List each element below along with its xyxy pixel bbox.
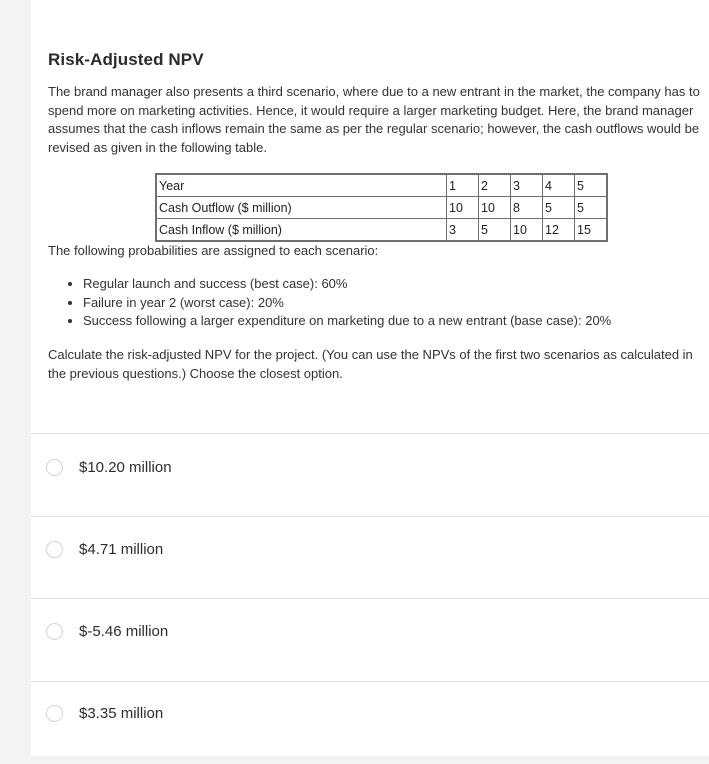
table-cell: 15 [575,219,608,242]
table-cell: 12 [543,219,575,242]
answer-option-label: $4.71 million [79,541,164,558]
table-cell: 5 [575,174,608,197]
table-row-cash-inflow [156,219,607,242]
question-intro: The brand manager also presents a third scenario, where due to a new entrant in the market, the company has to spend more on marketing activities. Hence, it would require a larger marketing budget. Here, the brand manager assumes that the cash inflows remain the same as per the regular scenario; however, the cash outflows would be revised as given in the following table. [48,84,700,155]
radio-button[interactable] [46,541,63,558]
table-cell-label: Year [156,174,447,197]
table-cell: 3 [447,219,479,242]
answer-option-2[interactable] [31,516,709,599]
question-prompt: Calculate the risk-adjusted NPV for the project. (You can use the NPVs of the first two scenarios as calculated in the previous questions.) Choose the closest option. [48,347,693,381]
table-cell: 10 [511,219,543,242]
table-cell: 5 [575,197,608,219]
table-cell-label: Cash Inflow ($ million) [156,219,447,242]
table-cell: 4 [543,174,575,197]
table-row-year [156,174,607,197]
table-cell: 3 [511,174,543,197]
table-row-cash-outflow [156,197,607,219]
answer-option-3[interactable] [31,598,709,681]
probabilities-intro: The following probabilities are assigned to each scenario: [48,243,379,258]
question-panel [31,0,709,756]
answer-option-label: $3.35 million [79,705,164,722]
table-cell: 1 [447,174,479,197]
list-item: • Success following a larger expenditure on marketing due to a new entrant (base case): 20% [83,312,611,331]
probabilities-list [48,275,611,331]
cash-flow-table [155,173,608,242]
table-cell: 10 [447,197,479,219]
table-cell-label: Cash Outflow ($ million) [156,197,447,219]
radio-button[interactable] [46,459,63,476]
table-cell: 5 [479,219,511,242]
list-item: • Regular launch and success (best case): 60% [83,275,611,294]
answer-option-1[interactable] [31,433,709,516]
table-cell: 10 [479,197,511,219]
table-cell: 5 [543,197,575,219]
radio-button[interactable] [46,623,63,640]
list-item: • Failure in year 2 (worst case): 20% [83,294,611,313]
table-cell: 8 [511,197,543,219]
answer-option-label: $-5.46 million [79,623,169,640]
question-title: Risk-Adjusted NPV [48,50,204,69]
answer-option-label: $10.20 million [79,459,172,476]
question-body [31,0,709,433]
table-cell: 2 [479,174,511,197]
radio-button[interactable] [46,705,63,722]
answer-option-4[interactable] [31,681,709,764]
